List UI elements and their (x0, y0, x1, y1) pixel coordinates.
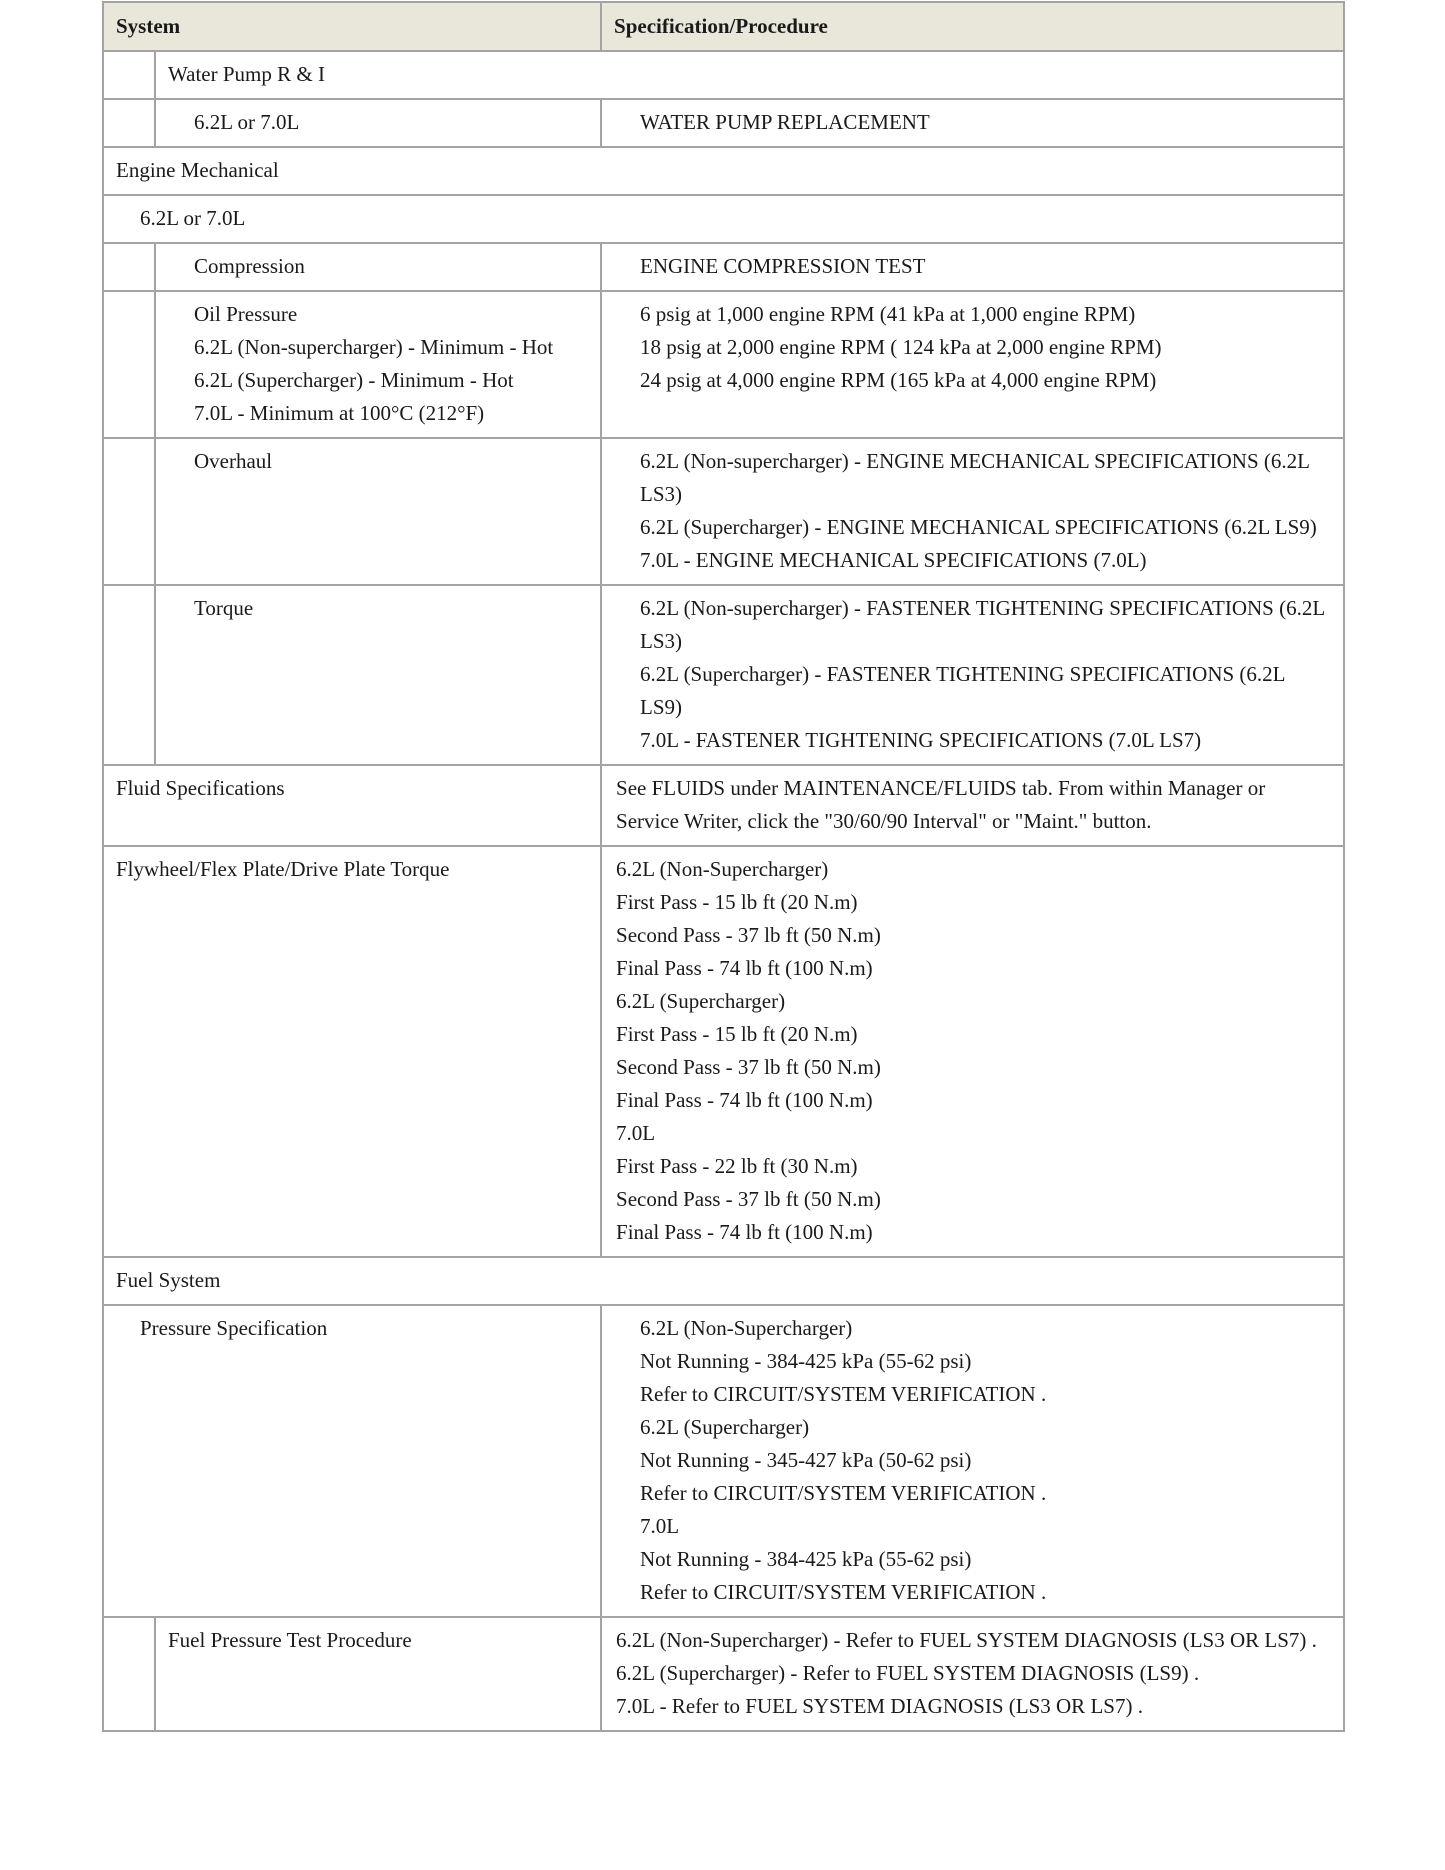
table-row (103, 765, 1344, 846)
table-row (103, 438, 1344, 585)
spec-line: First Pass - 15 lb ft (20 N.m) (616, 890, 858, 914)
section-title-fuel-system: Fuel System (103, 1257, 1344, 1305)
row-label: Flywheel/Flex Plate/Drive Plate Torque (103, 846, 601, 1257)
spec-line: Refer to CIRCUIT/SYSTEM VERIFICATION . (640, 1580, 1047, 1604)
row-label: Overhaul (155, 438, 601, 585)
row-spec (601, 1617, 1344, 1731)
spec-line: Not Running - 345-427 kPa (50-62 psi) (640, 1448, 972, 1472)
row-label: Torque (155, 585, 601, 765)
row-spec: See FLUIDS under MAINTENANCE/FLUIDS tab. From within Manager or Service Writer, click the "30/60/90 Interval" or "Maint." button. (601, 765, 1344, 846)
row-label: Compression (155, 243, 601, 291)
table-row (103, 585, 1344, 765)
row-label: 6.2L or 7.0L (155, 99, 601, 147)
label-line: 6.2L (Non-supercharger) - Minimum - Hot (194, 335, 554, 359)
system-header: System (103, 2, 601, 51)
row-label: Pressure Specification (103, 1305, 601, 1617)
table-row (103, 51, 1344, 99)
specifications-table (102, 1, 1345, 1732)
spec-line: Refer to CIRCUIT/SYSTEM VERIFICATION . (640, 1481, 1047, 1505)
table-row (103, 291, 1344, 438)
spec-line: 18 psig at 2,000 engine RPM ( 124 kPa at 2,000 engine RPM) (640, 335, 1162, 359)
spec-line: 6.2L (Supercharger) - FASTENER TIGHTENING SPECIFICATIONS (6.2L LS9) (640, 662, 1285, 719)
table-row (103, 1617, 1344, 1731)
indent-cell (103, 585, 155, 765)
label-line: 6.2L (Supercharger) - Minimum - Hot (194, 368, 514, 392)
indent-cell (103, 51, 155, 99)
table-row (103, 147, 1344, 195)
row-spec (601, 846, 1344, 1257)
spec-table-wrapper (102, 1, 1343, 1732)
spec-line: Second Pass - 37 lb ft (50 N.m) (616, 1055, 881, 1079)
table-row (103, 99, 1344, 147)
label-line: 7.0L - Minimum at 100°C (212°F) (194, 401, 485, 425)
table-row (103, 1305, 1344, 1617)
spec-line: 7.0L - ENGINE MECHANICAL SPECIFICATIONS (7.0L) (640, 548, 1147, 572)
spec-line: 6.2L (Supercharger) (640, 1415, 810, 1439)
indent-cell (103, 1617, 155, 1731)
row-spec (601, 585, 1344, 765)
spec-line: Final Pass - 74 lb ft (100 N.m) (616, 1088, 873, 1112)
section-title-engine-mechanical: Engine Mechanical (103, 147, 1344, 195)
table-row (103, 243, 1344, 291)
table-row (103, 1257, 1344, 1305)
table-row (103, 195, 1344, 243)
spec-line: 7.0L (640, 1514, 680, 1538)
spec-line: 6.2L (Non-Supercharger) (640, 1316, 853, 1340)
spec-header: Specification/Procedure (601, 2, 1344, 51)
spec-line: Final Pass - 74 lb ft (100 N.m) (616, 1220, 873, 1244)
spec-line: 7.0L - Refer to FUEL SYSTEM DIAGNOSIS (LS3 OR LS7) . (616, 1694, 1143, 1718)
spec-line: Not Running - 384-425 kPa (55-62 psi) (640, 1547, 972, 1571)
spec-line: 6.2L (Non-supercharger) - ENGINE MECHANICAL SPECIFICATIONS (6.2L LS3) (640, 449, 1310, 506)
spec-line: 6.2L (Non-Supercharger) (616, 857, 829, 881)
indent-cell (103, 438, 155, 585)
spec-line: Second Pass - 37 lb ft (50 N.m) (616, 1187, 881, 1211)
row-label: Fuel Pressure Test Procedure (155, 1617, 601, 1731)
spec-line: Refer to CIRCUIT/SYSTEM VERIFICATION . (640, 1382, 1047, 1406)
spec-line: First Pass - 15 lb ft (20 N.m) (616, 1022, 858, 1046)
spec-line: 6 psig at 1,000 engine RPM (41 kPa at 1,000 engine RPM) (640, 302, 1136, 326)
row-spec: WATER PUMP REPLACEMENT (601, 99, 1344, 147)
row-spec: ENGINE COMPRESSION TEST (601, 243, 1344, 291)
spec-line: Final Pass - 74 lb ft (100 N.m) (616, 956, 873, 980)
table-row (103, 846, 1344, 1257)
subsection-title: 6.2L or 7.0L (103, 195, 1344, 243)
section-title-water-pump: Water Pump R & I (155, 51, 1344, 99)
row-label (155, 291, 601, 438)
row-spec (601, 291, 1344, 438)
spec-line: 6.2L (Supercharger) - ENGINE MECHANICAL SPECIFICATIONS (6.2L LS9) (640, 515, 1317, 539)
spec-line: 6.2L (Non-Supercharger) - Refer to FUEL SYSTEM DIAGNOSIS (LS3 OR LS7) . (616, 1628, 1317, 1652)
spec-line: 6.2L (Non-supercharger) - FASTENER TIGHTENING SPECIFICATIONS (6.2L LS3) (640, 596, 1325, 653)
spec-line: 7.0L - FASTENER TIGHTENING SPECIFICATIONS (7.0L LS7) (640, 728, 1202, 752)
header-row (103, 2, 1344, 51)
label-line: Oil Pressure (194, 302, 298, 326)
row-spec (601, 438, 1344, 585)
indent-cell (103, 243, 155, 291)
row-spec (601, 1305, 1344, 1617)
indent-cell (103, 99, 155, 147)
row-label: Fluid Specifications (103, 765, 601, 846)
spec-line: 6.2L (Supercharger) - Refer to FUEL SYSTEM DIAGNOSIS (LS9) . (616, 1661, 1200, 1685)
spec-line: 7.0L (616, 1121, 656, 1145)
spec-line: Not Running - 384-425 kPa (55-62 psi) (640, 1349, 972, 1373)
spec-line: 24 psig at 4,000 engine RPM (165 kPa at 4,000 engine RPM) (640, 368, 1157, 392)
spec-line: Second Pass - 37 lb ft (50 N.m) (616, 923, 881, 947)
spec-line: 6.2L (Supercharger) (616, 989, 786, 1013)
spec-line: First Pass - 22 lb ft (30 N.m) (616, 1154, 858, 1178)
indent-cell (103, 291, 155, 438)
